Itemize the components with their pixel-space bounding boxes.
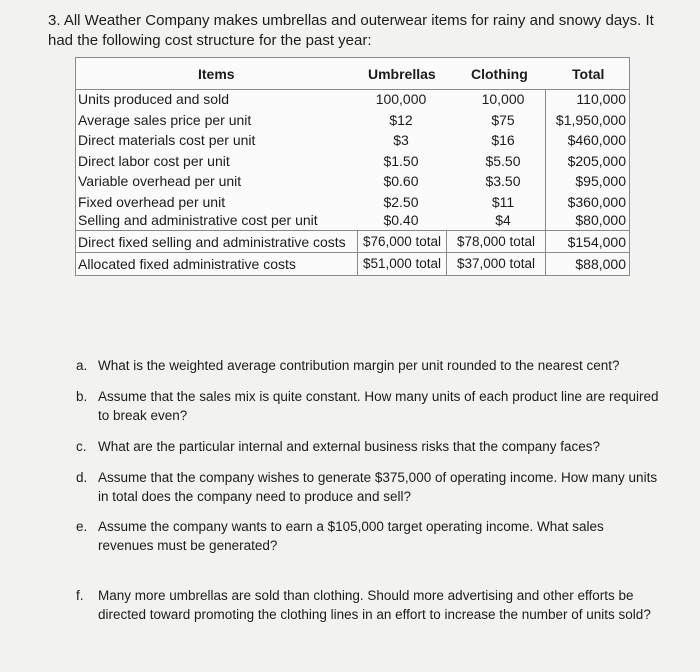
cell-item: Allocated fixed administrative costs	[78, 255, 296, 272]
cell-umbrellas: $3	[393, 132, 409, 148]
cell-total: $154,000	[567, 234, 626, 250]
cell-item: Average sales price per unit	[78, 111, 252, 128]
cell-clothing: $37,000 total	[456, 255, 536, 271]
question-label: a.	[76, 358, 88, 373]
table-row	[76, 130, 629, 151]
cell-umbrellas: $51,000 total	[362, 255, 442, 271]
cell-total: $95,000	[575, 173, 626, 189]
cell-umbrellas: $2.50	[383, 193, 419, 210]
cell-item: Selling and administrative cost per unit	[78, 212, 318, 228]
question-label: b.	[76, 389, 88, 404]
question-text: Many more umbrellas are sold than clothing. Should more advertising and other efforts be directed toward promoting the clothing lines in an effort to increase the number of units sold?	[98, 588, 651, 622]
cell-item: Direct materials cost per unit	[78, 132, 256, 148]
table-row	[76, 232, 629, 253]
cell-total: $460,000	[567, 132, 626, 148]
table-row	[76, 171, 629, 192]
cell-umbrellas: 100,000	[375, 91, 427, 107]
table-row	[76, 89, 629, 110]
table-header	[76, 58, 629, 90]
question-text: What are the particular internal and external business risks that the company faces?	[98, 439, 601, 454]
question-text: Assume that the company wishes to generate $375,000 of operating income. How many units in total does the company need to produce and sell?	[98, 470, 658, 504]
header-clothing: Clothing	[471, 66, 528, 82]
cell-clothing: $5.50	[485, 152, 521, 169]
cell-total: $205,000	[567, 152, 626, 169]
cell-clothing: $11	[491, 193, 515, 210]
cell-umbrellas: $1.50	[383, 152, 419, 169]
cell-clothing: 10,000	[481, 91, 525, 107]
question-label: e.	[76, 519, 88, 534]
table-row	[76, 192, 629, 213]
cost-structure-table	[75, 57, 630, 276]
cell-clothing: $4	[495, 212, 511, 228]
cell-umbrellas: $12	[389, 111, 413, 128]
cell-clothing: $3.50	[485, 173, 521, 189]
question-text: What is the weighted average contribution margin per unit rounded to the nearest cent?	[98, 358, 620, 373]
question-label: d.	[76, 470, 88, 485]
cell-total: $80,000	[575, 212, 626, 228]
table-row	[76, 210, 629, 231]
cell-umbrellas: $76,000 total	[362, 234, 442, 249]
cell-item: Units produced and sold	[78, 91, 229, 107]
cell-total: $360,000	[567, 193, 626, 210]
header-items: Items	[198, 66, 235, 82]
cell-clothing: $75	[491, 111, 515, 128]
table-row	[76, 151, 629, 172]
table-row	[76, 254, 629, 275]
problem-intro: 3. All Weather Company makes umbrellas and outerwear items for rainy and snowy days. It had the following cost structure for the past year:	[48, 12, 654, 49]
question-text: Assume that the sales mix is quite constant. How many units of each product line are required to break even?	[98, 389, 659, 423]
cell-umbrellas: $0.60	[383, 173, 419, 189]
cell-item: Direct labor cost per unit	[78, 152, 230, 169]
question-label: f.	[76, 588, 84, 603]
cell-total: 110,000	[576, 91, 626, 107]
cell-item: Direct fixed selling and administrative costs	[78, 234, 346, 250]
cell-total: $1,950,000	[555, 111, 626, 128]
header-umbrellas: Umbrellas	[368, 66, 436, 82]
table-row	[76, 110, 629, 131]
cell-item: Variable overhead per unit	[78, 173, 242, 189]
question-text: Assume the company wants to earn a $105,000 target operating income. What sales revenues must be generated?	[98, 519, 604, 553]
question-label: c.	[76, 439, 87, 454]
cell-item: Fixed overhead per unit	[78, 193, 226, 210]
cell-clothing: $16	[491, 132, 515, 148]
cell-clothing: $78,000 total	[456, 234, 536, 249]
header-total: Total	[572, 66, 605, 82]
cell-total: $88,000	[575, 255, 626, 272]
cell-umbrellas: $0.40	[383, 212, 419, 228]
